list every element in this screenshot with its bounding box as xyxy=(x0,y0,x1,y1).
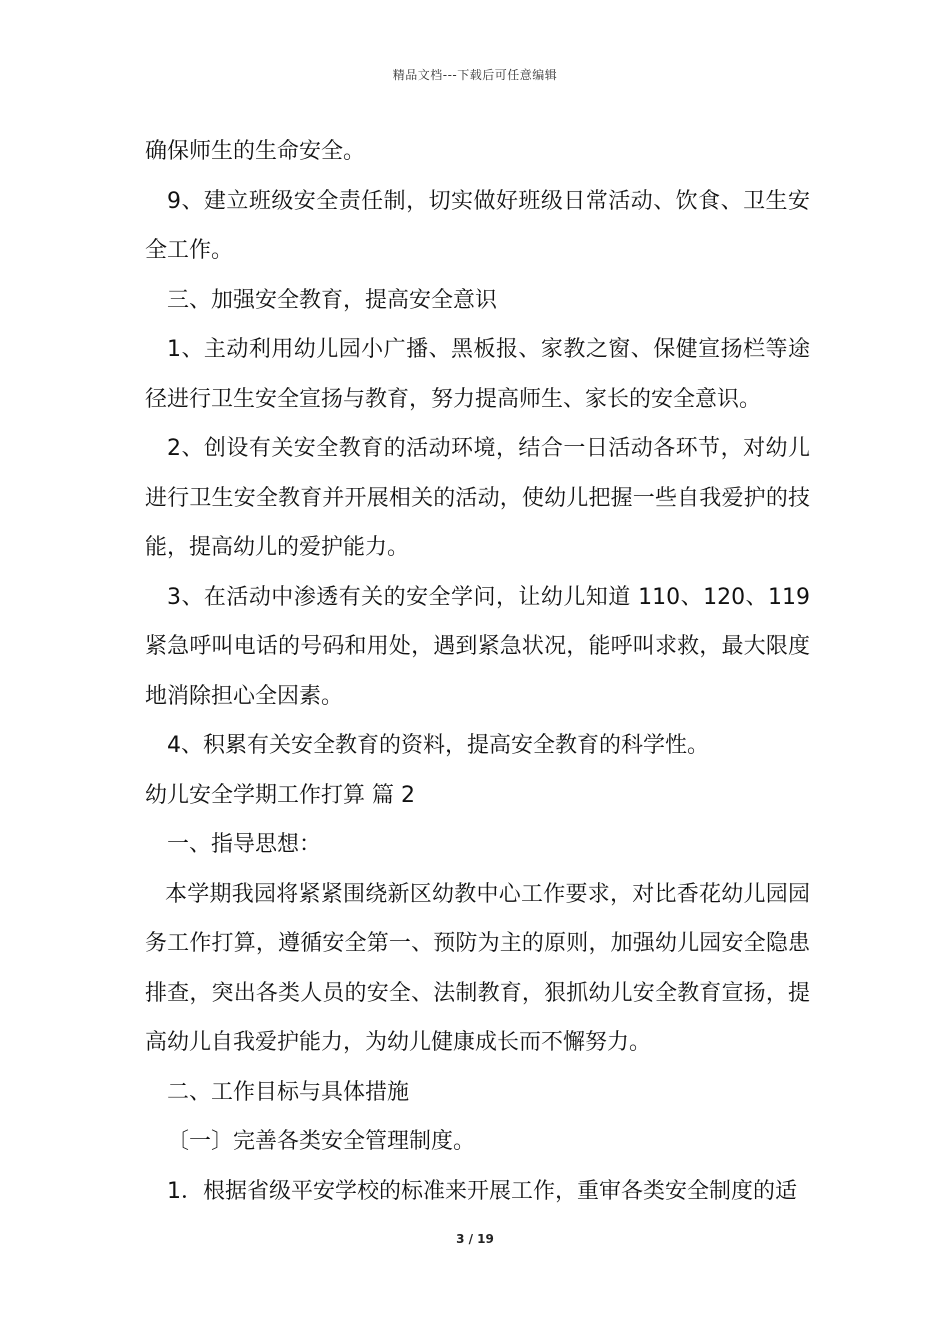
paragraph: 9、建立班级安全责任制，切实做好班级日常活动、饮食、卫生安全工作。 xyxy=(145,188,810,263)
document-body xyxy=(145,127,810,1216)
document-title: 幼儿安全学期工作打算 篇 2 xyxy=(145,782,415,808)
page-number: 3 / 19 xyxy=(456,1232,494,1246)
section-heading: 一、指导思想： xyxy=(167,832,322,857)
section-heading: 三、加强安全教育，提高安全意识 xyxy=(167,287,498,313)
page-header: 精品文档---下载后可任意编辑 xyxy=(392,68,558,82)
paragraph: 确保师生的生命安全。 xyxy=(145,139,366,164)
subsection-heading: 〔一〕完善各类安全管理制度。 xyxy=(167,1129,476,1154)
paragraph: 1、主动利用幼儿园小广播、黑板报、家教之窗、保健宣扬栏等途径进行卫生安全宣扬与教育，努力提高师生、家长的安全意识。 xyxy=(145,337,810,412)
paragraph: 1．根据省级平安学校的标准来开展工作，重审各类安全制度的适 xyxy=(167,1178,797,1204)
paragraph: 2、创设有关安全教育的活动环境，结合一日活动各环节，对幼儿进行卫生安全教育并开展相关的活动，使幼儿把握一些自我爱护的技能，提高幼儿的爱护能力。 xyxy=(145,436,810,560)
paragraph: 3、在活动中渗透有关的安全学问，让幼儿知道 110、120、119 紧急呼叫电话的号码和用处，遇到紧急状况，能呼叫求救，最大限度地消除担心全因素。 xyxy=(145,584,810,709)
section-heading: 二、工作目标与具体措施 xyxy=(167,1079,410,1105)
paragraph: 4、积累有关安全教育的资料，提高安全教育的科学性。 xyxy=(167,733,709,758)
paragraph: 本学期我园将紧紧围绕新区幼教中心工作要求，对比香花幼儿园园务工作打算，遵循安全第一、预防为主的原则，加强幼儿园安全隐患排查，突出各类人员的安全、法制教育，狠抓幼儿安全教育宣扬，提高幼儿自我爱护能力，为幼儿健康成长而不懈努力。 xyxy=(145,881,810,1055)
